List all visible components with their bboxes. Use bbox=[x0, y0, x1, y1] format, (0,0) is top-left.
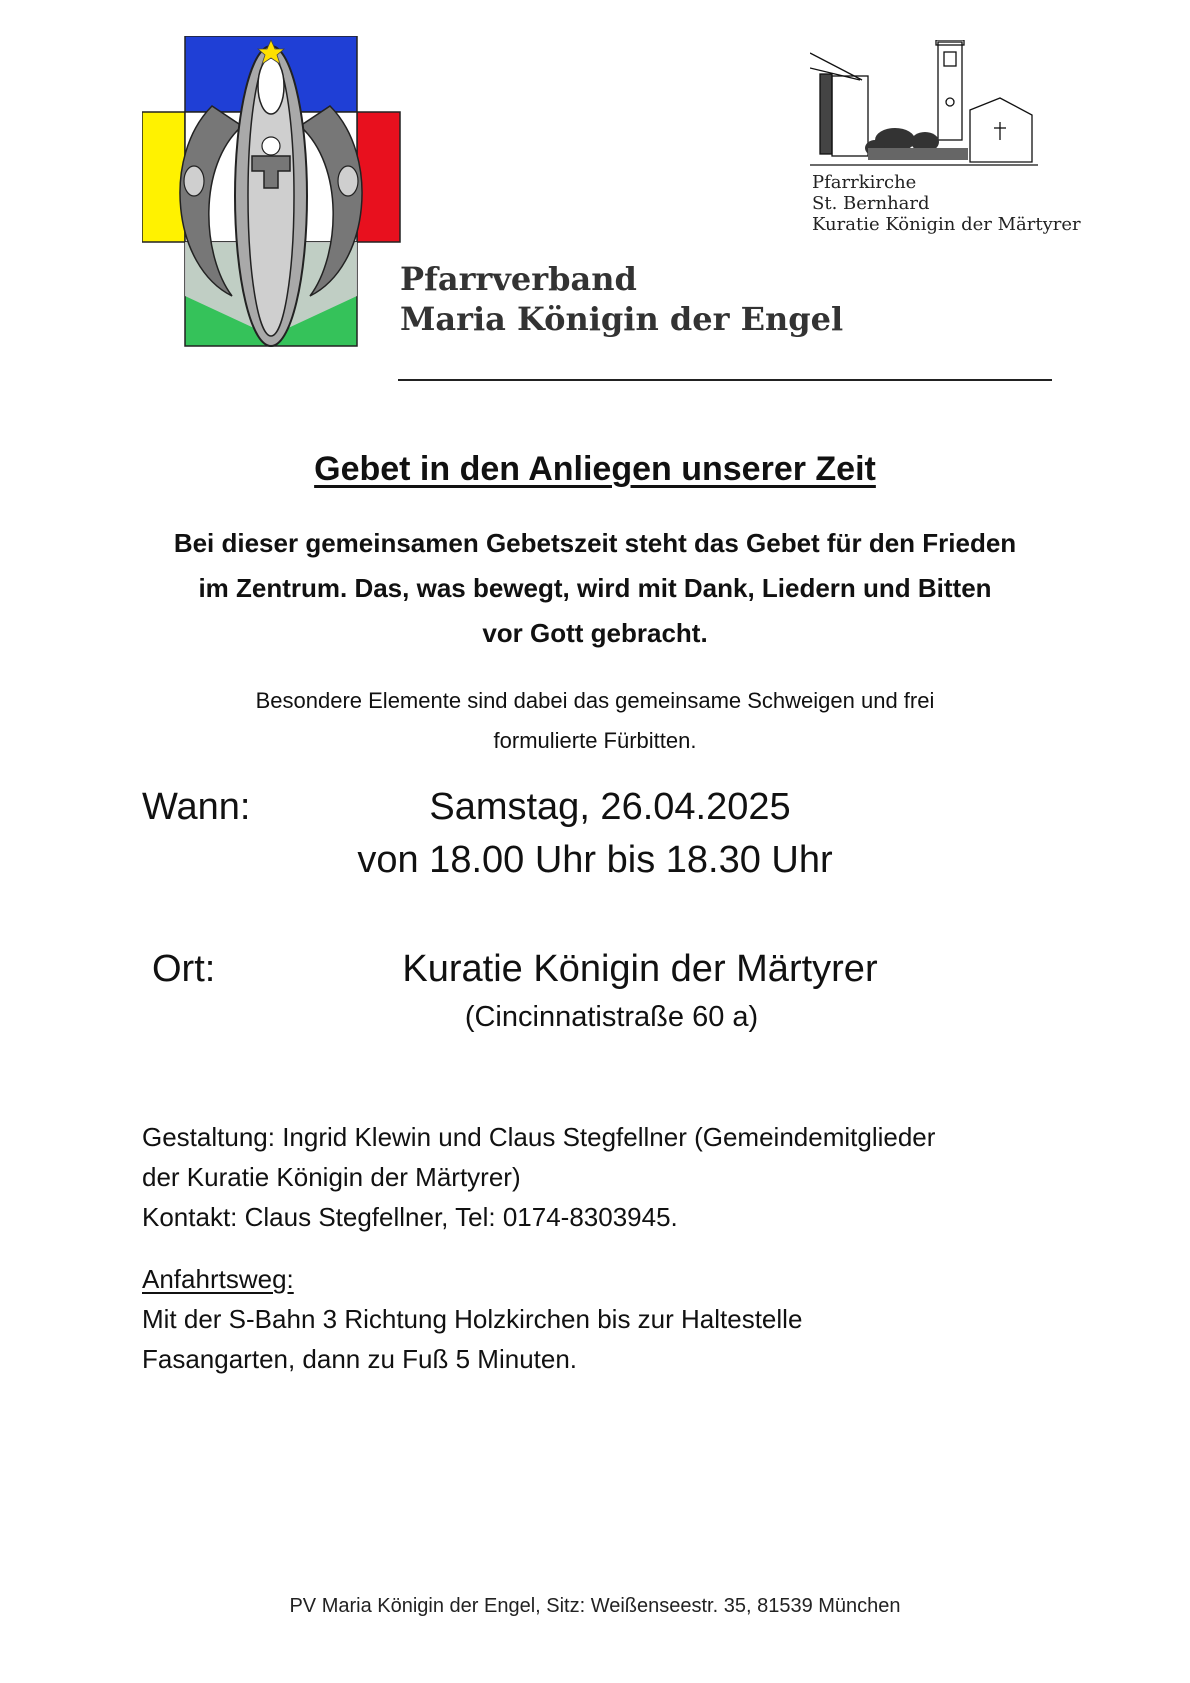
church-caption-line: Kuratie Königin der Märtyrer bbox=[812, 214, 1081, 235]
special-line: Besondere Elemente sind dabei das gemeinsame Schweigen und frei bbox=[255, 688, 935, 713]
org-line: Maria Königin der Engel bbox=[400, 300, 844, 338]
when-label: Wann: bbox=[142, 786, 251, 828]
organizer-line: Gestaltung: Ingrid Klewin und Claus Stegfellner (Gemeindemitglieder bbox=[142, 1122, 936, 1152]
header-divider bbox=[398, 379, 1052, 381]
when-date: Samstag, 26.04.2025 bbox=[429, 786, 791, 828]
lead-line: im Zentrum. Das, was bewegt, wird mit Dank, Liedern und Bitten bbox=[198, 573, 992, 603]
where-address: (Cincinnatistraße 60 a) bbox=[464, 1001, 759, 1033]
parish-association-name bbox=[400, 259, 843, 339]
lead-line: vor Gott gebracht. bbox=[482, 618, 708, 648]
parish-logo bbox=[142, 36, 404, 350]
church-caption bbox=[812, 172, 1081, 235]
contact-line: Kontakt: Claus Stegfellner, Tel: 0174-8303945. bbox=[142, 1202, 678, 1232]
church-caption-line: Pfarrkirche bbox=[812, 172, 917, 193]
route-line: Mit der S-Bahn 3 Richtung Holzkirchen bis zur Haltestelle bbox=[142, 1304, 803, 1334]
when-time: von 18.00 Uhr bis 18.30 Uhr bbox=[357, 839, 833, 881]
lead-line: Bei dieser gemeinsamen Gebetszeit steht das Gebet für den Frieden bbox=[173, 528, 1017, 558]
where-place: Kuratie Königin der Märtyrer bbox=[402, 948, 878, 990]
where-label: Ort: bbox=[152, 948, 216, 990]
organizer-line: der Kuratie Königin der Märtyrer) bbox=[142, 1162, 521, 1192]
church-caption-line: St. Bernhard bbox=[812, 193, 930, 214]
event-title: Gebet in den Anliegen unserer Zeit bbox=[314, 450, 876, 488]
info-block bbox=[142, 1117, 1062, 1379]
route-heading: Anfahrtsweg: bbox=[142, 1264, 294, 1294]
org-line: Pfarrverband bbox=[400, 260, 637, 298]
spacer bbox=[142, 1237, 1062, 1259]
event-special-elements bbox=[150, 681, 1040, 761]
footer-address: PV Maria Königin der Engel, Sitz: Weißenseestr. 35, 81539 München bbox=[289, 1595, 901, 1617]
church-drawing bbox=[810, 40, 1038, 172]
special-line: formulierte Fürbitten. bbox=[493, 728, 697, 753]
event-lead bbox=[130, 521, 1060, 656]
route-line: Fasangarten, dann zu Fuß 5 Minuten. bbox=[142, 1344, 578, 1374]
